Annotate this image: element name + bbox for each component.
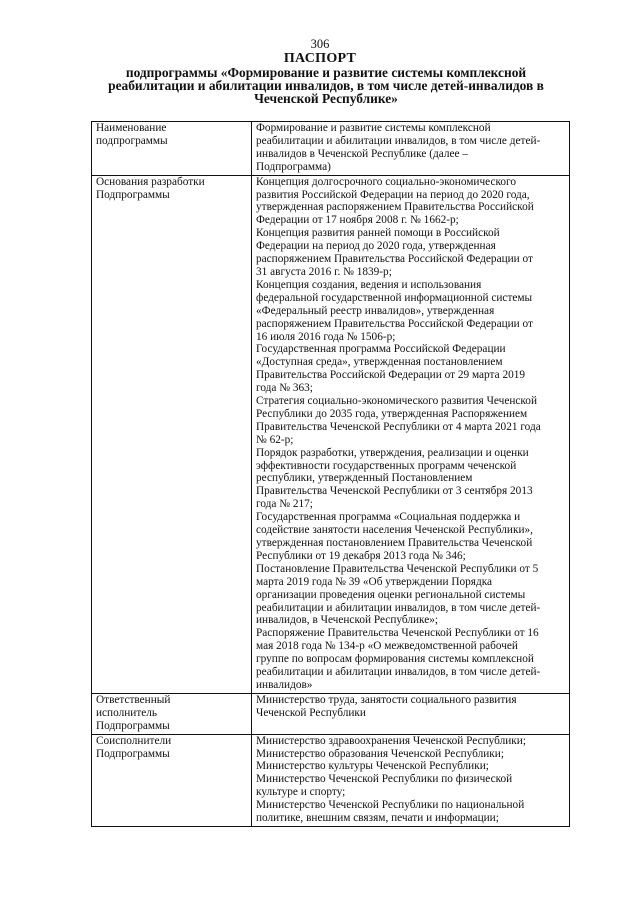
row-value-line: политике, внешним связям, печати и информации; <box>256 812 499 825</box>
row-value-line: группе по вопросам формирования системы комплексной <box>256 653 534 666</box>
row-label-line: Наименование <box>96 122 167 134</box>
row-value-line: Правительства Российской Федерации от 29 марта 2019 <box>256 369 526 382</box>
row-label-line: исполнитель <box>96 706 158 719</box>
row-value-line: организации проведения оценки региональной системы <box>256 588 526 601</box>
row-value-cell <box>252 122 570 176</box>
row-label-cell <box>92 175 252 693</box>
row-label-cell <box>92 734 252 826</box>
row-value-line: мая 2018 года № 134-р «О межведомственной рабочей <box>256 640 518 653</box>
row-value-line: марта 2019 года № 39 «Об утверждении Порядка <box>256 575 493 588</box>
row-value-line: Распоряжение Правительства Чеченской Республики от 16 <box>256 627 539 640</box>
row-value-line: Министерство Чеченской Республики по физической <box>256 773 513 786</box>
subtitle-line: реабилитации и абилитации инвалидов, в том числе детей-инвалидов в <box>108 78 544 93</box>
table-row-name <box>92 122 570 176</box>
row-value-line: Формирование и развитие системы комплексной <box>256 122 491 134</box>
row-value-line: 31 августа 2016 г. № 1839-р; <box>256 265 392 278</box>
row-label-cell <box>92 693 252 734</box>
row-value-line: Министерство здравоохранения Чеченской Республики; <box>256 734 526 747</box>
row-value-line: «Федеральный реестр инвалидов», утвержденная <box>256 304 495 317</box>
row-value-cell <box>252 693 570 734</box>
row-value-line: реабилитации и абилитации инвалидов, в том числе детей- <box>256 601 541 614</box>
row-value-line: года № 363; <box>256 382 313 395</box>
row-value-line: культуре и спорту; <box>256 786 346 799</box>
table-row-basis <box>92 175 570 693</box>
row-value-line: Федерации на период до 2020 года, утвержденная <box>256 240 496 253</box>
passport-table-body <box>92 122 570 827</box>
row-value-line: Министерство Чеченской Республики по национальной <box>256 799 525 812</box>
row-value-line: утвержденная распоряжением Правительства Российской <box>256 201 534 214</box>
row-label-line: Основания разработки <box>96 175 205 188</box>
row-label-line: Соисполнители <box>96 734 172 747</box>
row-value-line: Республики до 2035 года, утвержденная Распоряжением <box>256 407 528 420</box>
row-value-line: утвержденная постановлением Правительства Чеченской <box>256 537 533 549</box>
row-value-line: Порядок разработки, утверждения, реализации и оценки <box>256 446 529 459</box>
row-value-line: распоряжением Правительства Российской Федерации от <box>256 253 533 266</box>
row-label-cell <box>92 122 252 176</box>
subtitle-line: Чеченской Республике» <box>254 91 398 106</box>
row-value-line: развития Российской Федерации на период до 2020 года, <box>256 188 530 201</box>
row-value-line: Государственная программа «Социальная поддержка и <box>256 511 521 524</box>
document-subtitle <box>96 66 556 105</box>
row-value-line: распоряжением Правительства Российской Федерации от <box>256 317 533 330</box>
row-value-line: Постановление Правительства Чеченской Республики от 5 <box>256 562 539 575</box>
row-value-line: инвалидов в Чеченской Республике (далее – <box>256 147 468 160</box>
row-value-cell <box>252 175 570 693</box>
row-value-line: инвалидов, в Чеченской Республике»; <box>256 614 439 627</box>
row-label-line: Подпрограммы <box>96 747 170 760</box>
row-value-line: Стратегия социально-экономического развития Чеченской <box>256 395 538 408</box>
row-value-line: Чеченской Республики <box>256 706 366 719</box>
subtitle-line: подпрограммы «Формирование и развитие системы комплексной <box>125 65 527 80</box>
row-value-line: «Доступная среда», утвержденная постановлением <box>256 356 503 369</box>
table-row-responsible <box>92 693 570 734</box>
row-value-line: Правительства Чеченской Республики от 4 марта 2021 года <box>256 420 541 433</box>
passport-table <box>91 121 570 827</box>
row-value-line: Министерство культуры Чеченской Республики; <box>256 760 489 773</box>
row-value-line: эффективности государственных программ чеченской <box>256 459 517 472</box>
row-label-line: подпрограммы <box>96 134 168 147</box>
row-value-line: Государственная программа Российской Федерации <box>256 343 506 356</box>
row-label-line: Подпрограммы <box>96 719 170 732</box>
row-value-line: Министерство труда, занятости социального развития <box>256 693 517 706</box>
page-number: 306 <box>310 37 330 51</box>
row-value-line: Концепция создания, ведения и использования <box>256 278 482 291</box>
row-value-cell <box>252 734 570 826</box>
row-label-line: Ответственный <box>96 693 171 706</box>
row-value-line: Республики от 19 декабря 2013 года № 346; <box>256 549 466 562</box>
table-row-coexecutors <box>92 734 570 826</box>
row-value-line: Концепция развития ранней помощи в Российской <box>256 227 500 240</box>
row-value-line: Концепция долгосрочного социально-экономического <box>256 175 517 188</box>
row-value-line: реабилитации и абилитации инвалидов, в том числе детей- <box>256 134 541 147</box>
row-label-line: Подпрограммы <box>96 188 170 201</box>
row-value-line: Федерации от 17 ноября 2008 г. № 1662-р; <box>256 214 459 227</box>
row-value-line: реабилитации и абилитации инвалидов, в том числе детей- <box>256 666 541 679</box>
row-value-line: Правительства Чеченской Республики от 3 сентября 2013 <box>256 485 533 498</box>
document-title: ПАСПОРТ <box>283 51 357 66</box>
row-value-line: инвалидов» <box>256 678 313 691</box>
row-value-line: № 62-р; <box>256 433 294 446</box>
row-value-line: 16 июля 2016 года № 1506-р; <box>256 330 396 343</box>
row-value-line: Министерство образования Чеченской Республики; <box>256 747 504 760</box>
row-value-line: года № 217; <box>256 498 313 511</box>
row-value-line: Подпрограмма) <box>256 160 331 173</box>
row-value-line: федеральной государственной информационной системы <box>256 291 533 304</box>
row-value-line: содействие занятости населения Чеченской Республики», <box>256 524 533 537</box>
row-value-line: республики, утвержденный Постановлением <box>256 472 473 485</box>
